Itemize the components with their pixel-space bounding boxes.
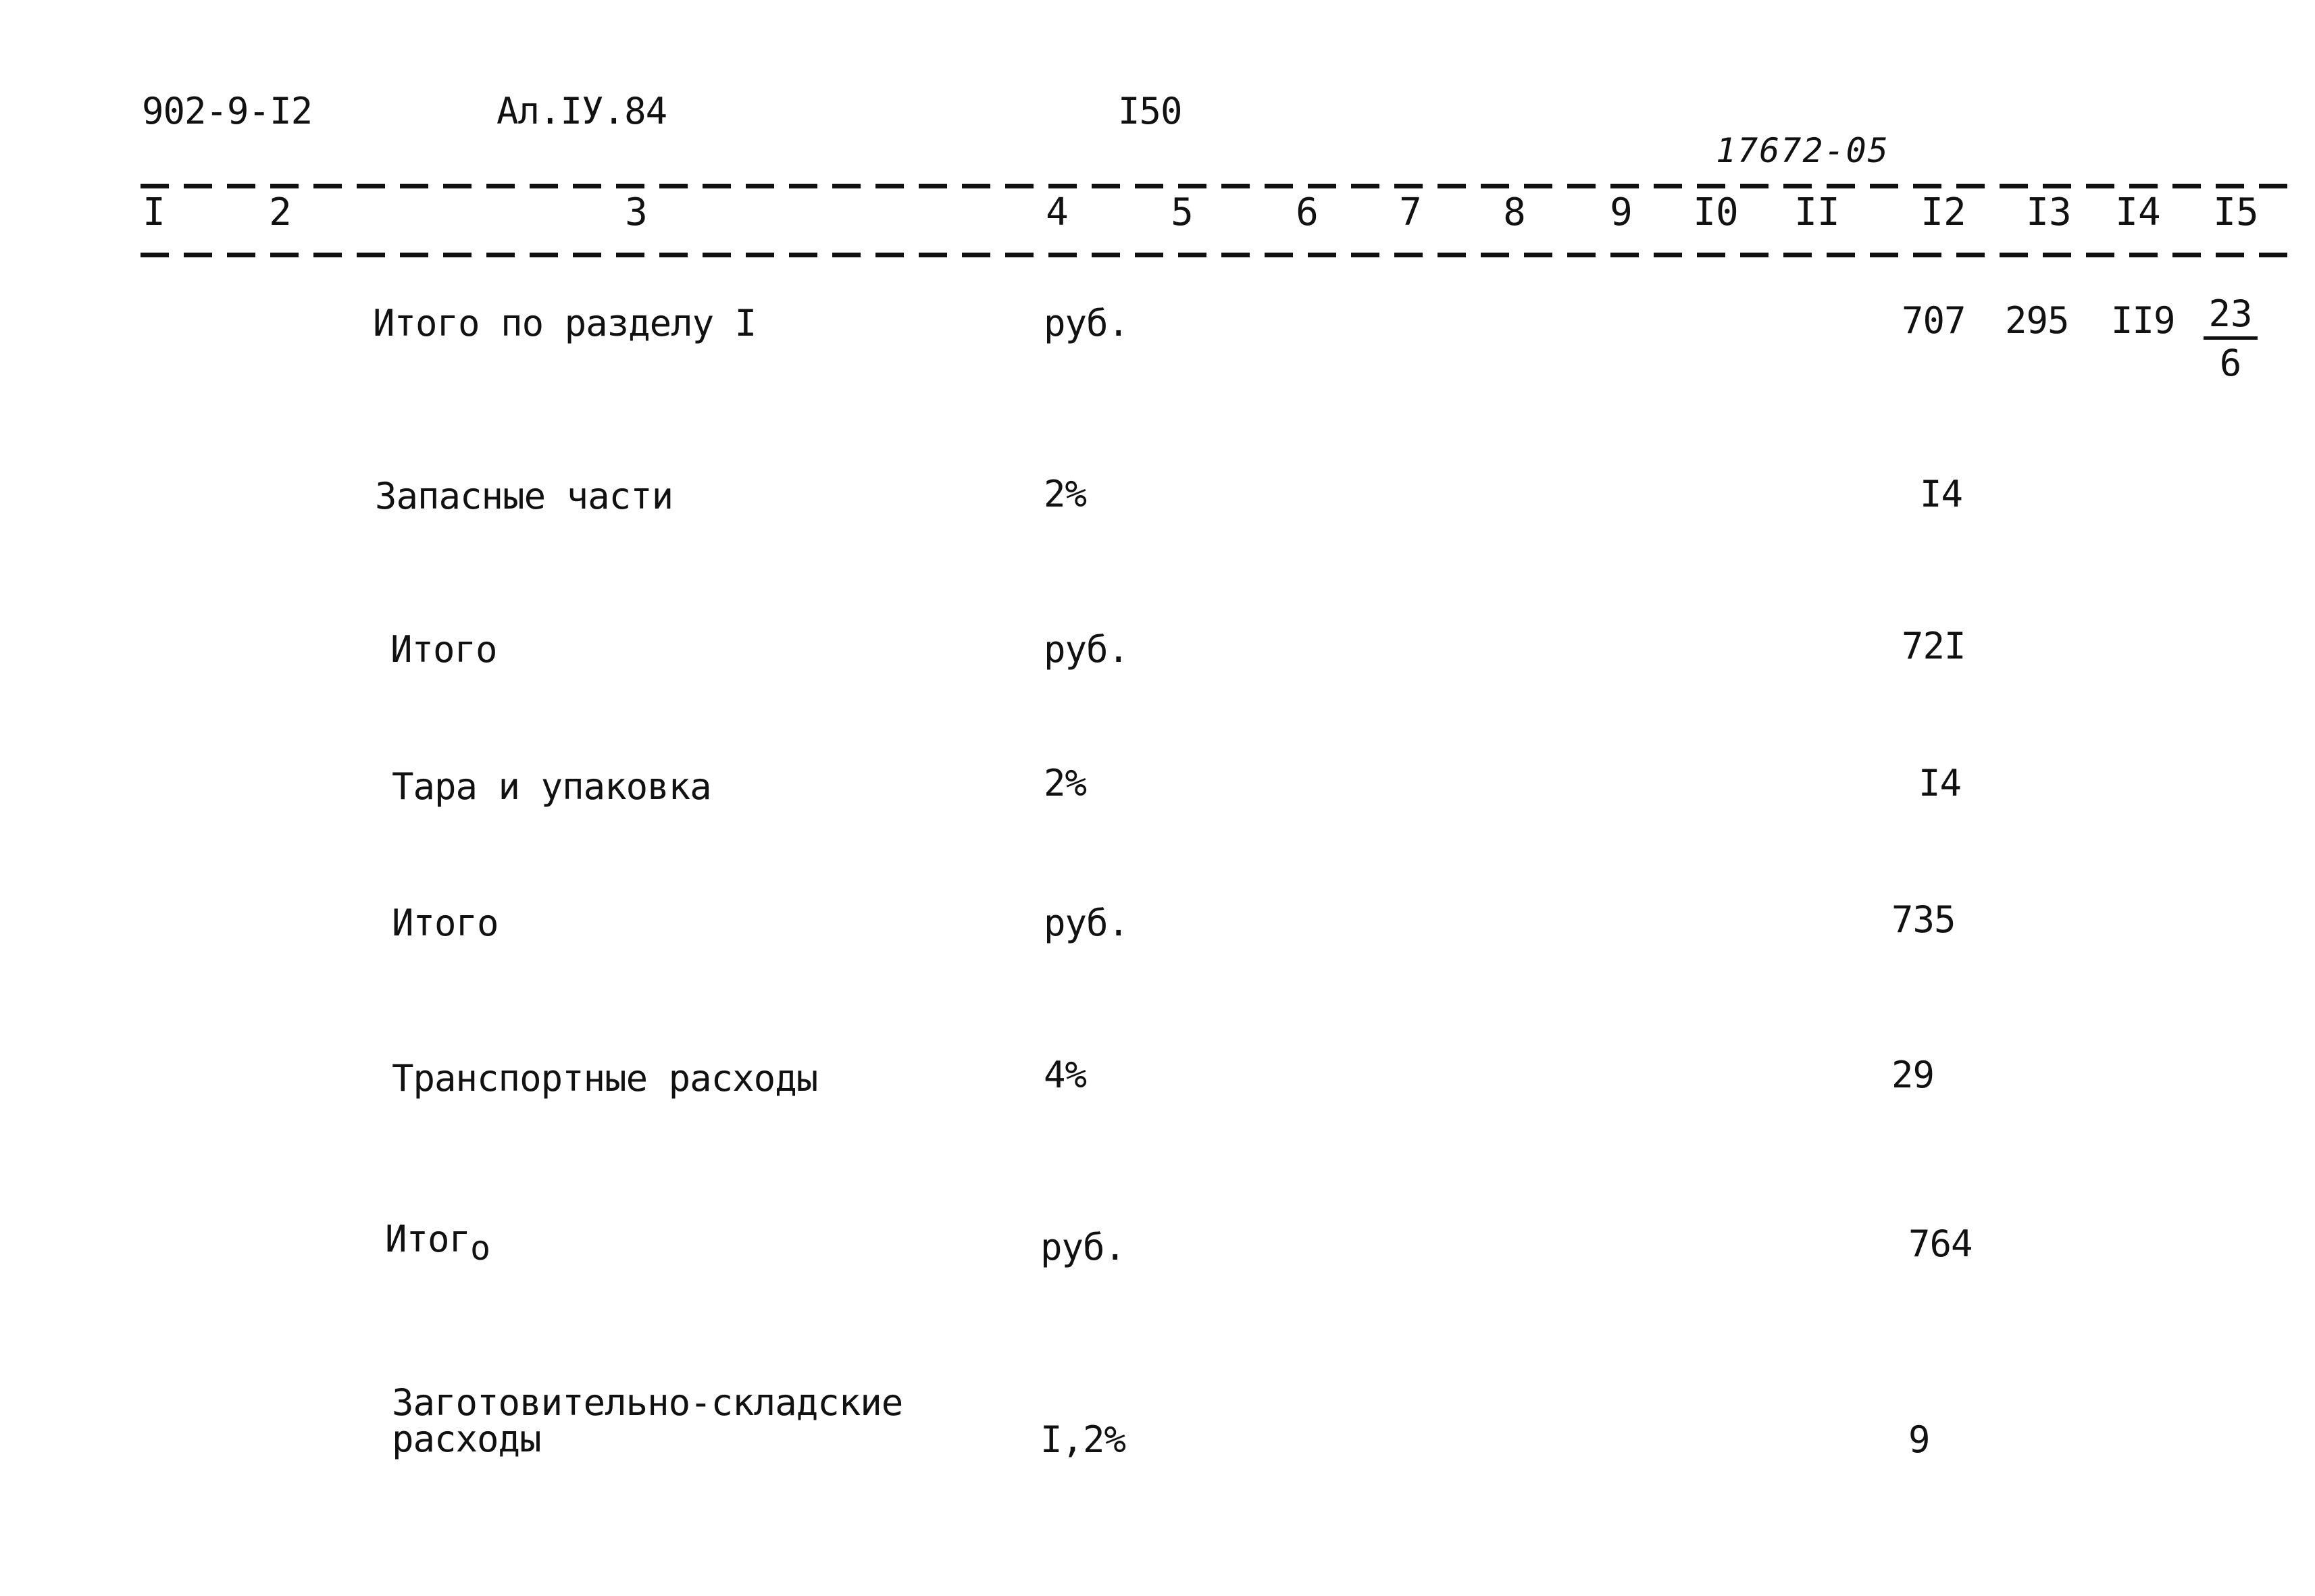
row-label (385, 1218, 490, 1268)
row-label: Итого по разделу I (373, 302, 757, 344)
column-number: 7 (1399, 190, 1422, 234)
album-number: Ал.IУ.84 (497, 90, 667, 132)
row-unit: руб. (1040, 1226, 1126, 1268)
column-number: 6 (1296, 190, 1319, 234)
column-number: I3 (2026, 190, 2072, 234)
row-unit: руб. (1044, 302, 1129, 344)
inventory-stamp: 17672-05 (1716, 131, 1889, 170)
header-top-rule (141, 184, 2289, 188)
column-number: I4 (2115, 190, 2161, 234)
row-value-col12: I4 (1918, 762, 1962, 804)
column-number: 5 (1171, 190, 1194, 234)
row-value-col12: 735 (1891, 898, 1956, 941)
column-number: 8 (1503, 190, 1526, 234)
row-unit: 2% (1044, 762, 1087, 804)
row-label: Транспортные расходы (392, 1057, 818, 1100)
fraction-denominator: 6 (2219, 342, 2242, 384)
page-number: I50 (1118, 90, 1182, 132)
row-unit: руб. (1044, 902, 1129, 944)
row-value-col15-fraction (2204, 292, 2258, 384)
row-value-col13: 295 (2005, 299, 2069, 342)
row-label: Тара и упаковка (392, 765, 711, 808)
fraction-numerator: 23 (2204, 296, 2258, 340)
column-number: 4 (1046, 190, 1069, 234)
row-label-main: Итог (385, 1218, 471, 1260)
row-value-col12: 29 (1891, 1054, 1935, 1096)
row-value-col12: 72I (1902, 625, 1966, 667)
row-value-col12: I4 (1920, 473, 1963, 515)
row-unit: I,2% (1040, 1418, 1126, 1461)
row-label: Заготовительно-складские расходы (392, 1381, 903, 1460)
row-value-col12: 764 (1908, 1222, 1973, 1265)
row-label-subscript: о (470, 1229, 490, 1268)
header-bottom-rule (141, 253, 2289, 257)
row-label: Итого (392, 902, 499, 944)
row-label: Запасные части (375, 475, 673, 517)
column-number: I0 (1693, 190, 1739, 234)
column-number: 9 (1610, 190, 1633, 234)
column-number: I5 (2213, 190, 2259, 234)
row-label: Итого (390, 628, 497, 671)
column-number: I2 (1920, 190, 1966, 234)
document-code: 902-9-I2 (142, 90, 313, 132)
row-value-col12: 707 (1902, 299, 1966, 342)
column-number: 3 (625, 190, 648, 234)
row-value-col14: II9 (2111, 299, 2175, 342)
row-value-col12: 9 (1908, 1418, 1930, 1461)
row-unit: руб. (1044, 628, 1129, 671)
column-number: 2 (269, 190, 292, 234)
column-number: I (143, 190, 166, 234)
row-unit: 2% (1044, 473, 1087, 515)
row-unit: 4% (1044, 1054, 1087, 1096)
column-number: II (1794, 190, 1840, 234)
